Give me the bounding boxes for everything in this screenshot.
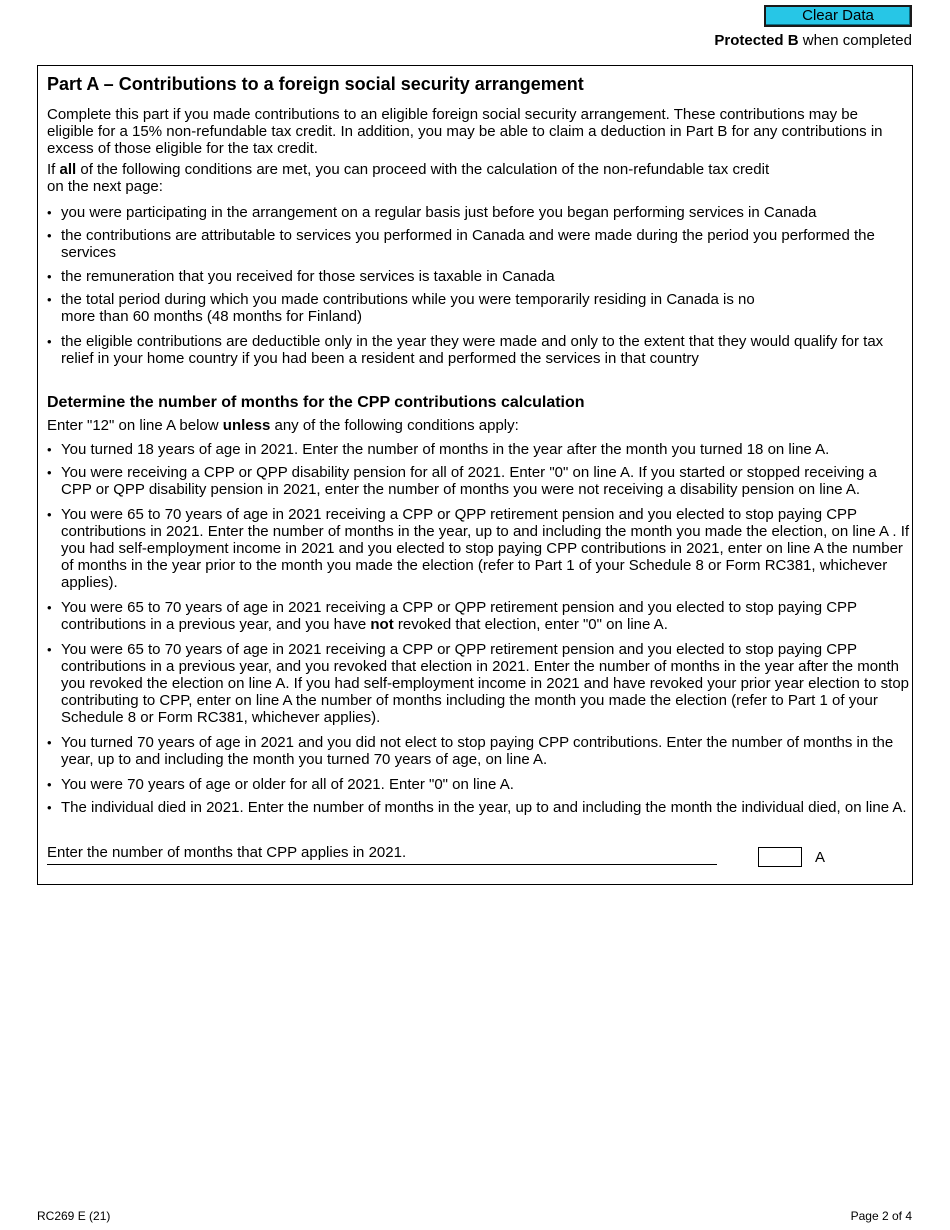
bullet-icon: • <box>47 442 52 457</box>
months-condition-bold: not <box>370 616 394 633</box>
conditions-intro-pre: If <box>47 161 60 178</box>
bullet-icon: • <box>47 800 52 815</box>
part-a-title: Part A – Contributions to a foreign social security arrangement <box>47 74 584 94</box>
condition-text: the contributions are attributable to services you performed in Canada and were made during the period you performed the services <box>61 227 875 261</box>
conditions-intro <box>47 161 907 195</box>
bullet-icon: • <box>47 600 52 615</box>
months-condition-post: revoked that election, enter "0" on line A. <box>393 616 668 633</box>
form-id: RC269 E (21) <box>37 1209 111 1223</box>
conditions-intro-rest: of the following conditions are met, you can proceed with the calculation of the non-refundable tax credit <box>76 161 770 178</box>
part-a-intro: Complete this part if you made contributions to an eligible foreign social security arrangement. These contributions may be eligible for a 15% non-refundable tax credit. In addition, you may be able to claim a deduction in Part B for any contributions in excess of those eligible for the tax credit. <box>47 106 883 157</box>
conditions-intro-line2: on the next page: <box>47 178 163 195</box>
part-a-section <box>37 65 913 885</box>
cpp-months-input[interactable] <box>758 847 802 867</box>
condition-text: you were participating in the arrangement on a regular basis just before you began performing services in Canada <box>61 204 817 221</box>
protected-b-notice <box>714 32 912 50</box>
months-intro <box>47 417 907 434</box>
months-condition-text: You were 65 to 70 years of age in 2021 receiving a CPP or QPP retirement pension and you elected to stop paying CPP contributions in a previous year, and you revoked that election in 2021. Enter the number of months in the year after the month you revoked the election on line A. If you had self-employment income in 2021 and have revoked your prior year election to stop contributing to CPP, enter on line A the number of months including the month you made the election (refer to Part 1 of your Schedule 8 or Form RC381, whichever applies). <box>61 641 909 726</box>
protected-b-suffix: when completed <box>798 32 912 49</box>
clear-data-button[interactable]: Clear Data <box>764 5 912 27</box>
months-intro-pre: Enter "12" on line A below <box>47 417 223 434</box>
bullet-icon: • <box>47 205 52 220</box>
months-condition-text: You were 70 years of age or older for all of 2021. Enter "0" on line A. <box>61 776 514 793</box>
bullet-icon: • <box>47 642 52 657</box>
months-entry-label: Enter the number of months that CPP applies in 2021. <box>47 844 717 865</box>
bullet-icon: • <box>47 334 52 349</box>
months-condition-text: You turned 18 years of age in 2021. Enter the number of months in the year after the month you turned 18 on line A. <box>61 441 830 458</box>
months-condition-text: You were receiving a CPP or QPP disability pension for all of 2021. Enter "0" on line A. If you started or stopped receiving a CPP or QPP disability pension in 2021, enter the number of months you were not receiving a disability pension on line A. <box>61 464 877 498</box>
months-intro-bold: unless <box>222 417 271 434</box>
months-condition-text: You were 65 to 70 years of age in 2021 receiving a CPP or QPP retirement pension and you elected to stop paying CPP contributions in 2021. Enter the number of months in the year, up to and including the month you made the election, on line A . If you had self-employment income in 2021 and you elected to stop paying CPP contributions in 2021, enter on line A the number of months in the year prior to the month you made the election (refer to Part 1 of your Schedule 8 or Form RC381, whichever applies). <box>61 506 910 591</box>
months-condition-pre: You were 65 to 70 years of age in 2021 receiving a CPP or QPP retirement pension and you elected to stop paying CPP contributions in a previous year, and you have <box>61 599 857 633</box>
bullet-icon: • <box>47 465 52 480</box>
conditions-intro-bold: all <box>59 161 77 178</box>
page-number: Page 2 of 4 <box>850 1209 912 1223</box>
months-condition-text <box>61 599 911 633</box>
months-condition-text: The individual died in 2021. Enter the number of months in the year, up to and including the month the individual died, on line A. <box>61 799 907 816</box>
bullet-icon: • <box>47 507 52 522</box>
bullet-icon: • <box>47 777 52 792</box>
months-condition-text: You turned 70 years of age in 2021 and you did not elect to stop paying CPP contributions. Enter the number of months in the year, up to and including the month you turned 70 years of age, on line A. <box>61 734 894 768</box>
condition-text: the total period during which you made contributions while you were temporarily residing in Canada is no more than 60 months (48 months for Finland) <box>61 291 755 325</box>
bullet-icon: • <box>47 228 52 243</box>
condition-text: the eligible contributions are deductible only in the year they were made and only to the extent that they would qualify for tax relief in your home country if you had been a resident and performed the services in that country <box>61 333 884 367</box>
bullet-icon: • <box>47 269 52 284</box>
condition-text: the remuneration that you received for those services is taxable in Canada <box>61 268 555 285</box>
bullet-icon: • <box>47 292 52 307</box>
protected-b-label: Protected B <box>714 32 799 49</box>
bullet-icon: • <box>47 735 52 750</box>
line-a-label: A <box>815 849 826 866</box>
months-intro-post: any of the following conditions apply: <box>270 417 519 434</box>
months-section-title: Determine the number of months for the CPP contributions calculation <box>47 394 585 411</box>
